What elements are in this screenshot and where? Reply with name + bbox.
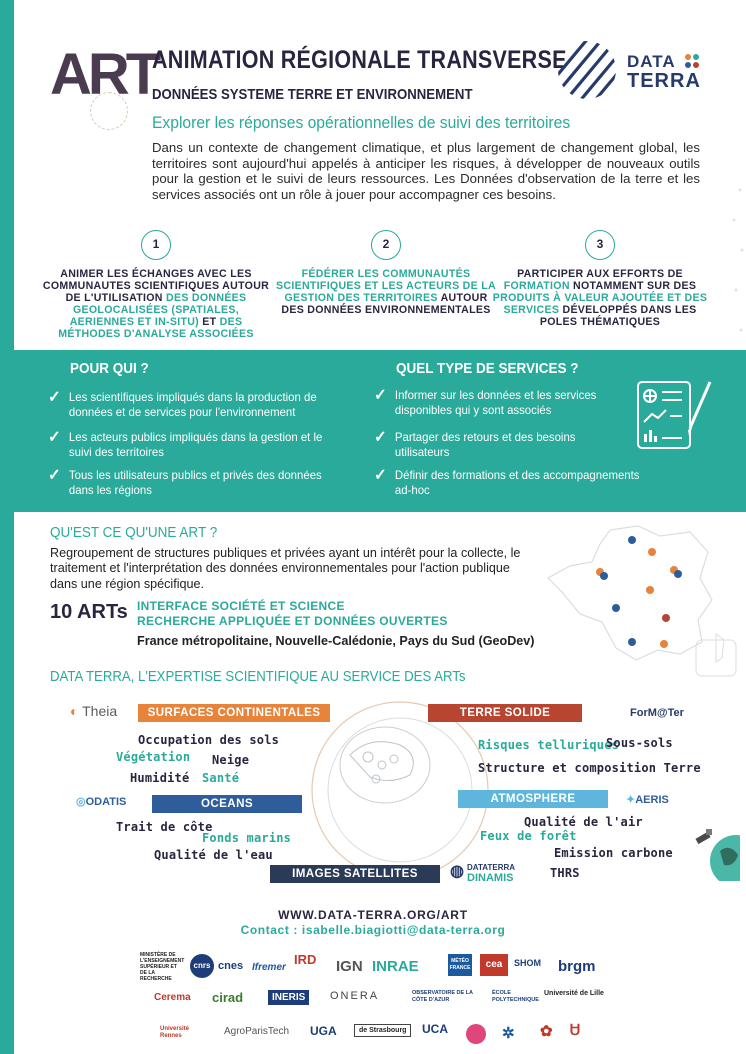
logo-uca: UCA [422, 1022, 448, 1036]
logo-pink-circle-icon [466, 1024, 486, 1044]
logo-ird: IRD [294, 952, 317, 967]
art-count: 10 ARTs [50, 601, 128, 623]
objectives [42, 230, 732, 340]
logo-strasbourg: de Strasbourg [354, 1024, 411, 1037]
logo-uga: UGA [310, 1024, 337, 1038]
expertise-heading: DATA TERRA, L'EXPERTISE SCIENTIFIQUE AU SERVICE DES ARTs [50, 668, 466, 685]
bar-images-satellites: IMAGES SATELLITES [270, 865, 440, 883]
aeris-logo: ✦AERIS [626, 794, 669, 806]
brand-word-data: DATA [627, 52, 676, 71]
logo-cerema: Cerema [154, 992, 191, 1003]
audience-item: ✓ Les scientifiques impliqués dans la production de données et de services pour l'environnement [48, 389, 317, 419]
logo-cirad: cirad [212, 990, 244, 1005]
brand-word-terra: TERRA [627, 70, 701, 92]
logo-star-icon: ✲ [502, 1025, 515, 1042]
art-logo-letters: ART [50, 42, 158, 107]
objective-text: PARTICIPER AUX EFFORTS DE FORMATION NOTAMMENT SUR DES PRODUITS À VALEUR AJOUTÉE ET DES SERVICES DÉVELOPPÉS DANS LES POLES THÉMATIQUES [492, 268, 708, 328]
objective-3 [486, 230, 714, 328]
data-terra-logo [555, 40, 725, 100]
logo-ineris: INERIS [268, 990, 309, 1005]
art-logo-ring [90, 92, 128, 130]
logo-inrae: INRAE [372, 958, 419, 975]
logo-bracket-icon: Ꮜ [570, 1022, 581, 1039]
kw-qualite-eau: Qualité de l'eau [154, 848, 273, 862]
logo-brgm: brgm [558, 958, 596, 975]
aeris-icon: ✦ [626, 794, 636, 806]
odatis-icon: ◎ [76, 796, 86, 808]
art-definition-heading: QU'EST CE QU'UNE ART ? [50, 524, 218, 541]
odatis-logo: ◎ODATIS [76, 796, 127, 808]
intro-paragraph: Dans un contexte de changement climatique, et plus largement de changement global, les territoires sont aujourd'hui appelés à anticiper les risques, à développer de nouveaux outils pour la gestion et le suivi de leurs ressources. Les Données d'observation de la terre et les services associés ont un rôle à jouer pour accompagner ces besoins. [152, 140, 700, 202]
kw-sante: Santé [202, 771, 240, 785]
website-link[interactable]: WWW.DATA-TERRA.ORG/ART [278, 908, 468, 922]
objective-1 [42, 230, 270, 340]
kw-structure: Structure et composition Terre [478, 761, 701, 775]
logo-ministere: MINISTÈRE DE L'ENSEIGNEMENT SUPÉRIEUR ET DE LA RECHERCHE [140, 952, 185, 982]
kw-neige: Neige [212, 753, 250, 767]
service-item: ✓ Informer sur les données et les services disponibles qui y sont associés [374, 387, 597, 417]
kw-occupation: Occupation des sols [138, 733, 280, 747]
logo-cnes: cnes [218, 960, 244, 972]
dinamis-logo: ◍ DATATERRA DINAMIS [450, 863, 516, 885]
kw-soussols: Sous-sols [606, 736, 673, 750]
kw-trait: Trait de côte [116, 820, 213, 834]
pour-qui-heading: POUR QUI ? [70, 360, 149, 377]
logo-shom: SHOM [514, 958, 541, 968]
logo-cea: cea [480, 954, 508, 976]
art-places: France métropolitaine, Nouvelle-Calédonie, Pays du Sud (GeoDev) [137, 634, 535, 648]
check-icon: ✓ [374, 467, 387, 484]
services-heading: QUEL TYPE DE SERVICES ? [396, 360, 579, 377]
satellite-globe-icon [690, 821, 740, 881]
left-accent-stripe [0, 0, 14, 1054]
bar-oceans: OCEANS [152, 795, 302, 813]
document-analytics-icon [634, 378, 716, 452]
check-icon: ✓ [48, 429, 61, 446]
partner-logos [140, 948, 640, 1048]
logo-cnrs: cnrs [190, 954, 214, 978]
dinamis-icon: ◍ [450, 863, 464, 880]
art-tag-research: RECHERCHE APPLIQUÉE ET DONNÉES OUVERTES [137, 614, 448, 628]
logo-ign: IGN [336, 958, 363, 975]
check-icon: ✓ [48, 467, 61, 484]
art-tags [137, 599, 448, 629]
objective-number: 3 [585, 230, 615, 260]
logo-meteo-france: MÉTÉO FRANCE [448, 954, 472, 976]
audience-services-band [14, 350, 746, 512]
logo-flower-icon: ✿ [540, 1023, 553, 1040]
logo-lille: Université de Lille [544, 990, 604, 997]
logo-ifremer: Ifremer [252, 962, 286, 973]
objective-2 [272, 230, 500, 316]
bar-atmosphere: ATMOSPHERE [458, 790, 608, 808]
logo-onera: ONERA [330, 990, 380, 1002]
service-item: ✓ Partager des retours et des besoins utilisateurs [374, 429, 576, 459]
kw-vegetation: Végétation [116, 750, 191, 764]
logo-rennes: Université Rennes [160, 1026, 190, 1039]
kw-fonds: Fonds marins [202, 831, 292, 845]
contact-email[interactable]: Contact : isabelle.biagiotti@data-terra.org [240, 923, 506, 937]
kw-thrs: THRS [550, 866, 580, 880]
kw-qualite-air: Qualité de l'air [524, 815, 643, 829]
art-logo [50, 40, 158, 120]
brand-dots-icon [685, 54, 701, 70]
objective-number: 2 [371, 230, 401, 260]
objective-text: FÉDÉRER LES COMMUNAUTÉS SCIENTIFIQUES ET LES ACTEURS DE LA GESTION DES TERRITOIRES AUTOUR DES DONNÉES ENVIRONNEMENTALES [276, 268, 496, 316]
art-definition-text: Regroupement de structures publiques et privées ayant un intérêt pour la collecte, le traitement et l'interprétation des données environnementales pour l'action publique dans une région spécifique. [50, 546, 521, 591]
kw-risques: Risques telluriques [478, 738, 620, 752]
logo-oca: OBSERVATOIRE DE LA CÔTE D'AZUR [412, 990, 473, 1003]
page-subtitle: DONNÉES SYSTEME TERRE ET ENVIRONNEMENT [152, 86, 473, 103]
check-icon: ✓ [374, 387, 387, 404]
check-icon: ✓ [374, 429, 387, 446]
kw-humidite: Humidité [130, 771, 190, 785]
tagline: Explorer les réponses opérationnelles de suivi des territoires [152, 113, 571, 132]
audience-item: ✓ Les acteurs publics impliqués dans la gestion et le suivi des territoires [48, 429, 323, 459]
kw-feux: Feux de forêt [480, 829, 577, 843]
formater-logo: ForM@Ter [630, 707, 684, 719]
bar-surfaces-continentales: SURFACES CONTINENTALES [138, 704, 330, 722]
data-terra-stripes-icon [555, 40, 619, 100]
theia-icon: ◐ [70, 703, 79, 719]
bar-terre-solide: TERRE SOLIDE [428, 704, 582, 722]
logo-agroparistech: AgroParisTech [224, 1026, 290, 1037]
audience-item: ✓ Tous les utilisateurs publics et privés des données dans les régions [48, 467, 322, 497]
service-item: ✓ Définir des formations et des accompagnements ad-hoc [374, 467, 640, 497]
objective-text: ANIMER LES ÉCHANGES AVEC LES COMMUNAUTES SCIENTIFIQUES AUTOUR DE L'UTILISATION DES DONNÉES GEOLOCALISÉES (SPATIALES, AERIENNES ET IN-SITU) ET DES MÉTHODES D'ANALYSE ASSOCIÉES [42, 268, 270, 340]
art-tag-interface: INTERFACE SOCIÉTÉ ET SCIENCE [137, 599, 345, 613]
objective-number: 1 [141, 230, 171, 260]
logo-polytechnique: ÉCOLE POLYTECHNIQUE [492, 990, 539, 1003]
expertise-diagram [40, 695, 740, 890]
france-map-icon [540, 522, 740, 682]
page-title: ANIMATION RÉGIONALE TRANSVERSE [152, 46, 567, 74]
kw-emission: Emission carbone [554, 846, 673, 860]
check-icon: ✓ [48, 389, 61, 406]
theia-logo: ◐ Theia [70, 703, 118, 719]
